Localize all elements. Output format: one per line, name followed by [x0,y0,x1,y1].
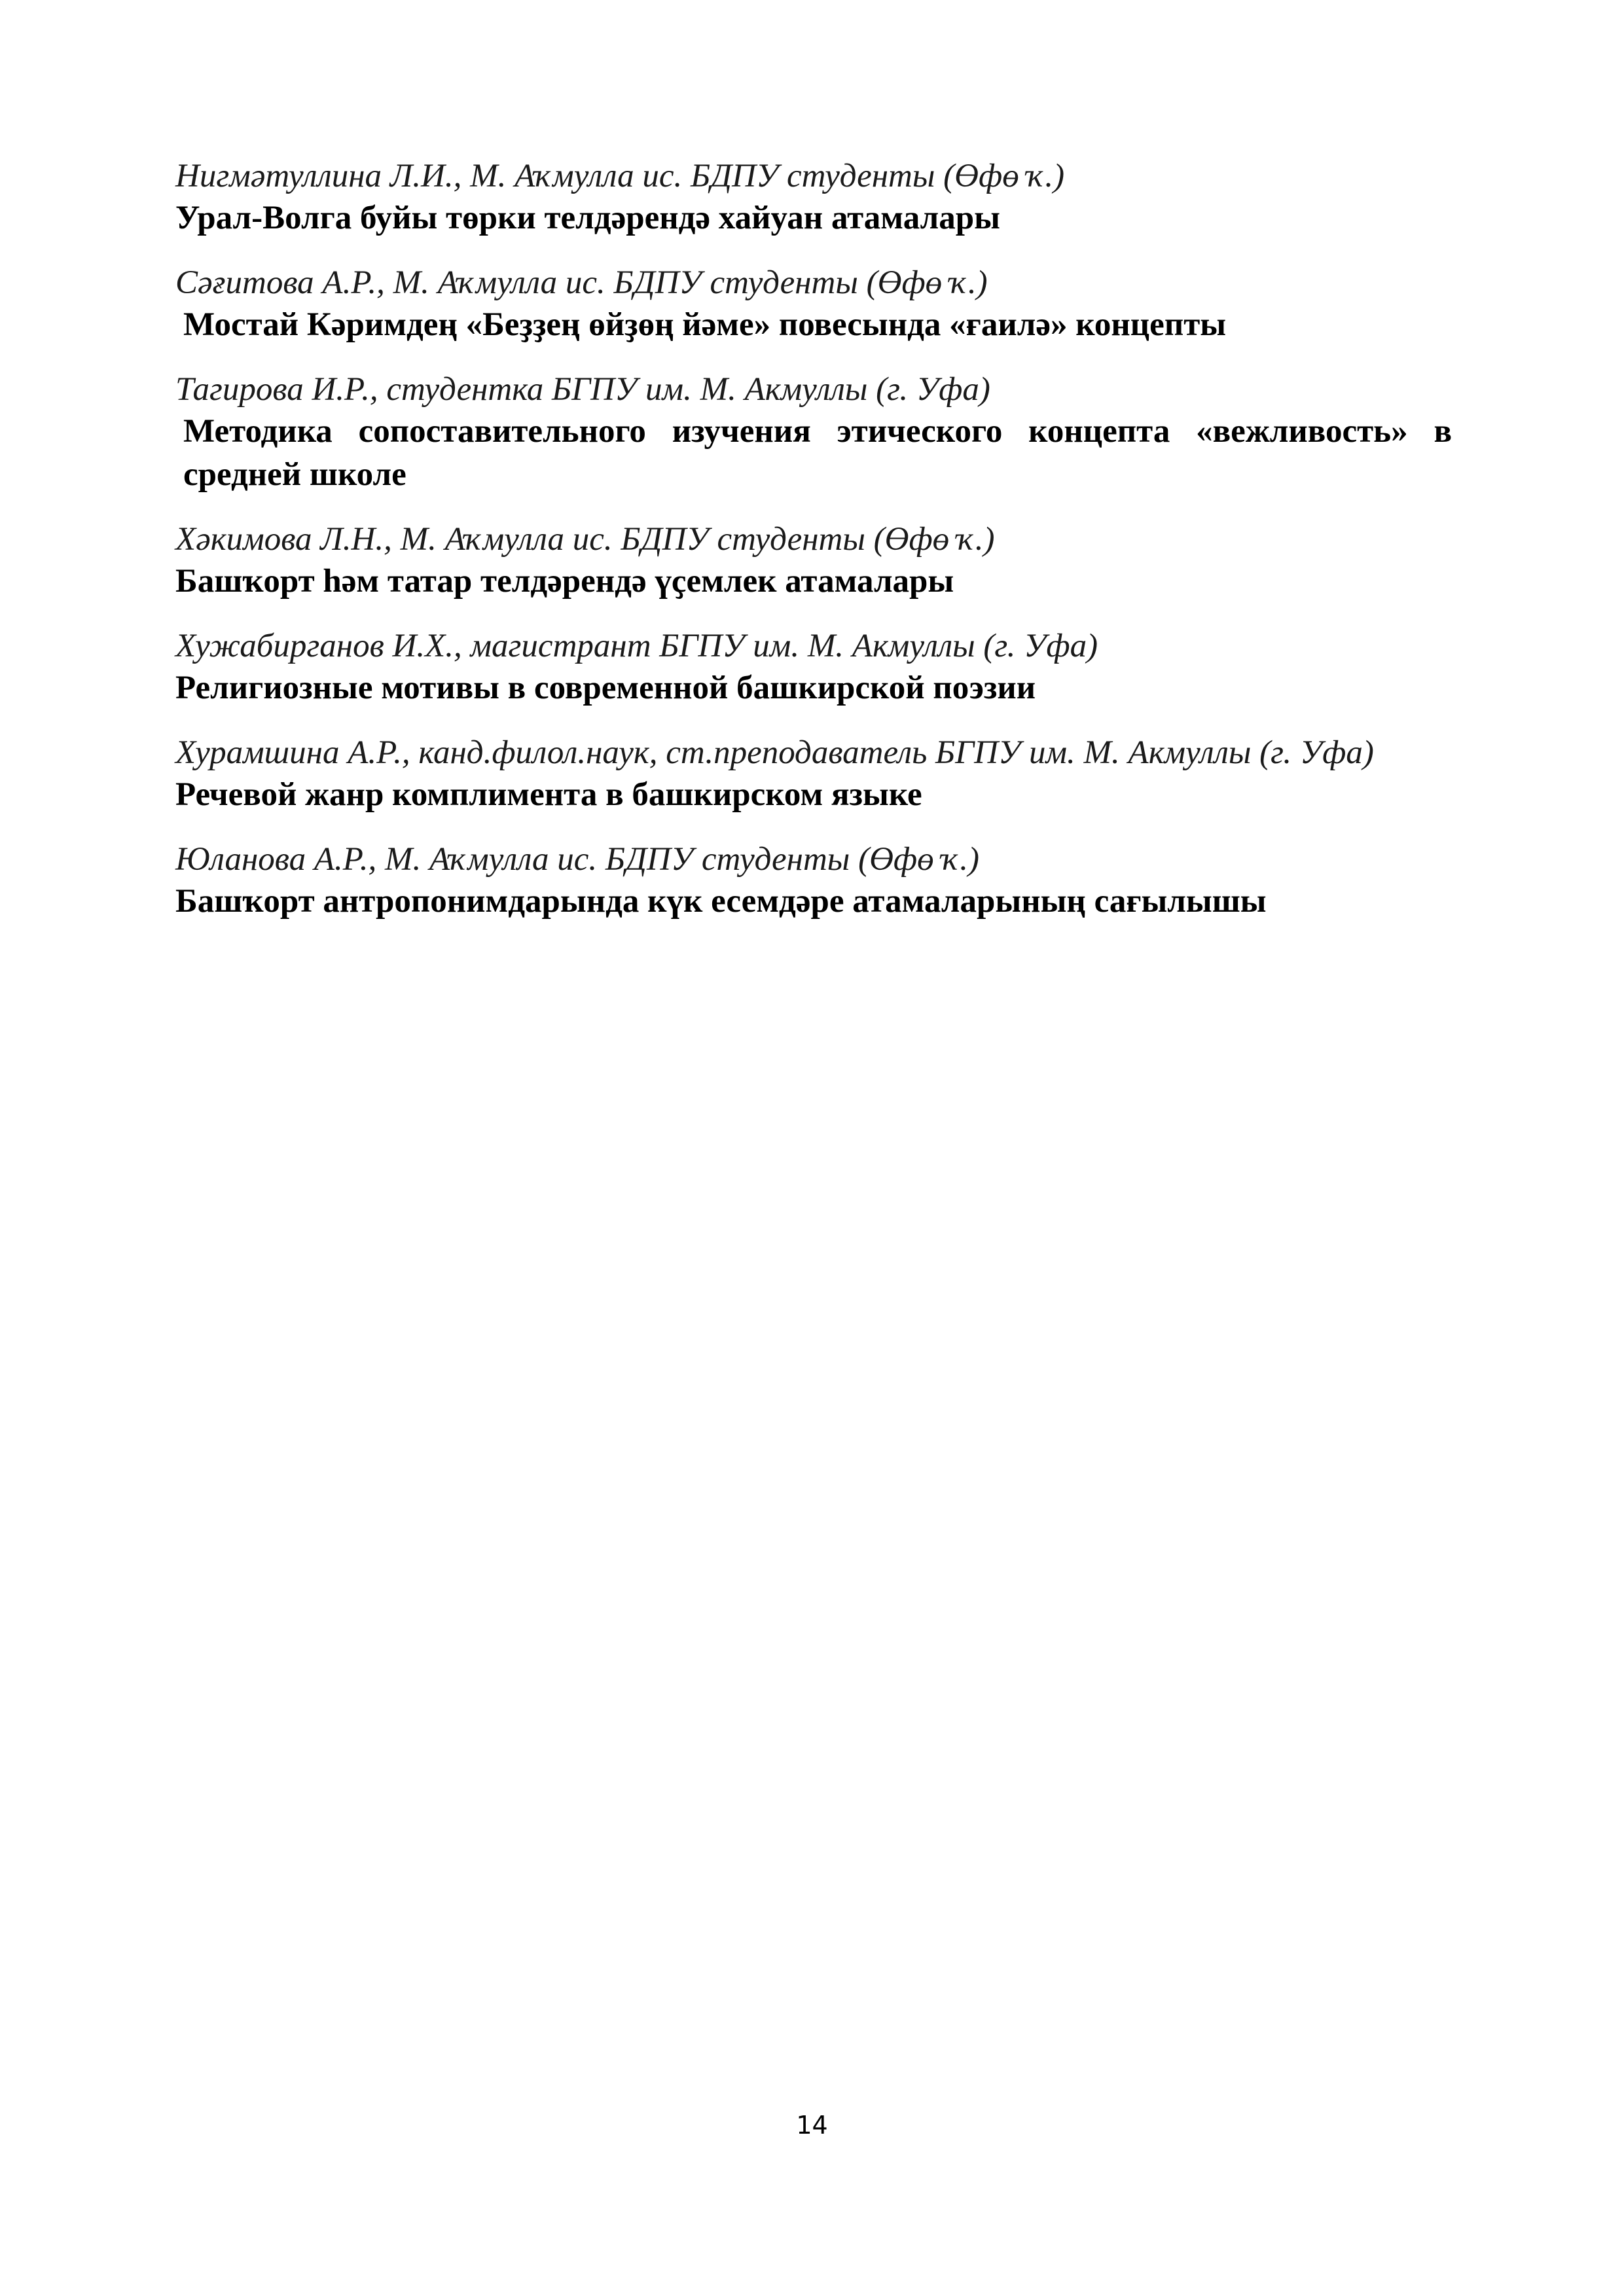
program-list [175,156,1452,946]
author-line: Хәкимова Л.Н., М. Аҡмулла ис. БДПУ студенты (Өфө ҡ.) [175,521,995,558]
author-line: Хужабирганов И.Х., магистрант БГПУ им. М. Акмуллы (г. Уфа) [175,628,1098,664]
program-entry [175,626,1452,709]
program-entry [175,519,1452,603]
report-title: Мостай Кәримдең «Беҙҙең өйҙөң йәме» повесында «ғаилә» концепты [183,306,1227,343]
report-title: Речевой жанр комплимента в башкирском языке [175,776,922,813]
program-entry [175,732,1452,816]
report-title: Методика сопоставительного изучения этического концепта «вежливость» в средней школе [183,413,1452,493]
report-title: Урал-Волга буйы төрки телдәрендә хайуан атамалары [175,200,1000,236]
author-line: Юланова А.Р., М. Аҡмулла ис. БДПУ студенты (Өфө ҡ.) [175,841,979,878]
report-title: Башҡорт һәм татар телдәрендә үҫемлек атамалары [175,563,954,600]
author-line: Хурамшина А.Р., канд.филол.наук, ст.преподаватель БГПУ им. М. Акмуллы (г. Уфа) [175,734,1374,771]
report-title: Религиозные мотивы в современной башкирской поэзии [175,670,1036,706]
author-line: Нигмәтуллина Л.И., М. Аҡмулла ис. БДПУ студенты (Өфө ҡ.) [175,158,1065,194]
page-number: 14 [796,2111,828,2140]
author-line: Сәғитова А.Р., М. Аҡмулла ис. БДПУ студенты (Өфө ҡ.) [175,264,988,301]
program-entry [175,262,1452,346]
author-line: Тагирова И.Р., студентка БГПУ им. М. Акмуллы (г. Уфа) [175,371,990,408]
program-entry [175,839,1452,923]
report-title: Башҡорт антропонимдарында күк есемдәре атамаларының сағылышы [175,883,1267,920]
program-entry [175,369,1452,496]
program-entry [175,156,1452,240]
